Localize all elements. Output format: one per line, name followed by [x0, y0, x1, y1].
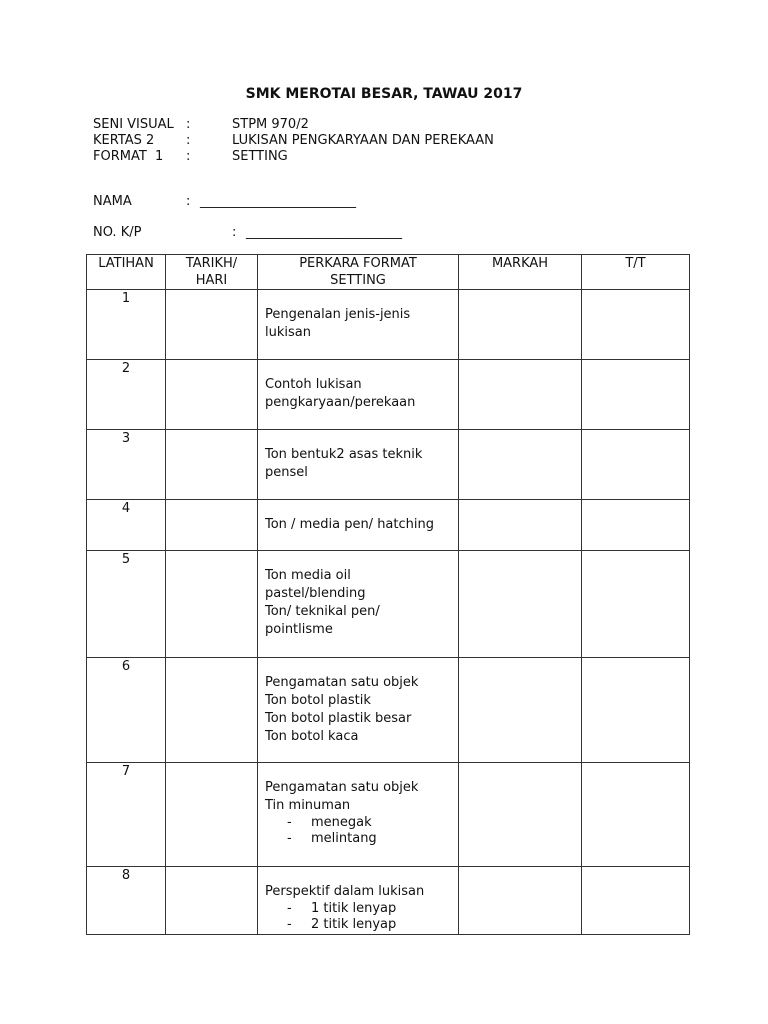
item-line: Pengamatan satu objek [265, 780, 419, 795]
row-number: 7 [87, 763, 166, 867]
bullet-dash: - [287, 901, 292, 916]
item-line: Pengenalan jenis-jenis [265, 307, 411, 322]
item-line: Contoh lukisan [265, 377, 362, 392]
table-row [87, 551, 690, 658]
row-number: 8 [87, 867, 166, 935]
item-line: pensel [265, 465, 308, 480]
sub-item [265, 901, 452, 917]
table-row [87, 763, 690, 867]
date-cell[interactable] [166, 763, 258, 867]
signature-cell[interactable] [582, 867, 690, 935]
sub-item [265, 831, 452, 847]
mark-cell[interactable] [459, 763, 582, 867]
sub-item [265, 917, 452, 933]
mark-cell[interactable] [459, 658, 582, 763]
meta-colon: : [186, 149, 191, 164]
bullet-dash: - [287, 917, 292, 932]
ic-number-blank-line[interactable]: ________________________ [246, 225, 402, 240]
table-header-row [87, 255, 690, 290]
item-cell [258, 763, 459, 867]
col-header-markah: MARKAH [459, 255, 582, 290]
col-header-perkara: PERKARA FORMAT SETTING [258, 255, 459, 290]
meta-colon: : [186, 133, 191, 148]
row-number: 1 [87, 290, 166, 360]
col-header-tt: T/T [582, 255, 690, 290]
signature-cell[interactable] [582, 500, 690, 551]
date-cell[interactable] [166, 290, 258, 360]
item-cell [258, 867, 459, 935]
row-number: 4 [87, 500, 166, 551]
sub-item [265, 815, 452, 831]
item-line: Ton bentuk2 asas teknik [265, 447, 423, 462]
item-cell [258, 360, 459, 430]
name-label: NAMA [93, 194, 132, 209]
date-cell[interactable] [166, 500, 258, 551]
name-colon: : [186, 194, 191, 209]
item-cell [258, 551, 459, 658]
sub-item-text: 2 titik lenyap [311, 917, 397, 932]
table-row [87, 430, 690, 500]
meta-colon: : [186, 117, 191, 132]
mark-cell[interactable] [459, 290, 582, 360]
item-line: Pengamatan satu objek [265, 675, 419, 690]
row-number: 2 [87, 360, 166, 430]
item-line: Ton/ teknikal pen/ [265, 604, 380, 619]
document-title: SMK MEROTAI BESAR, TAWAU 2017 [245, 86, 523, 102]
mark-cell[interactable] [459, 867, 582, 935]
item-cell [258, 430, 459, 500]
meta-value: LUKISAN PENGKARYAAN DAN PEREKAAN [232, 133, 494, 148]
item-cell [258, 658, 459, 763]
item-line: Ton / media pen/ hatching [265, 517, 434, 532]
signature-cell[interactable] [582, 658, 690, 763]
signature-cell[interactable] [582, 763, 690, 867]
table-row [87, 500, 690, 551]
mark-cell[interactable] [459, 430, 582, 500]
signature-cell[interactable] [582, 290, 690, 360]
date-cell[interactable] [166, 430, 258, 500]
item-cell [258, 500, 459, 551]
table-row [87, 867, 690, 935]
item-line: pointlisme [265, 622, 333, 637]
item-line: Ton botol kaca [265, 729, 359, 744]
signature-cell[interactable] [582, 551, 690, 658]
item-cell [258, 290, 459, 360]
sub-item-text: 1 titik lenyap [311, 901, 397, 916]
sub-item-text: melintang [311, 831, 377, 846]
mark-cell[interactable] [459, 500, 582, 551]
table-row [87, 290, 690, 360]
ic-number-label: NO. K/P [93, 225, 142, 240]
row-number: 5 [87, 551, 166, 658]
meta-key: SENI VISUAL [93, 117, 174, 132]
mark-cell[interactable] [459, 551, 582, 658]
item-line: pastel/blending [265, 586, 366, 601]
col-header-tarikh: TARIKH/ HARI [166, 255, 258, 290]
signature-cell[interactable] [582, 360, 690, 430]
date-cell[interactable] [166, 551, 258, 658]
table-row [87, 658, 690, 763]
record-table [86, 254, 690, 935]
item-line: lukisan [265, 325, 311, 340]
meta-key: KERTAS 2 [93, 133, 155, 148]
item-line: Ton botol plastik besar [265, 711, 412, 726]
meta-value: SETTING [232, 149, 288, 164]
item-line: Ton botol plastik [265, 693, 371, 708]
col-header-latihan: LATIHAN [87, 255, 166, 290]
meta-value: STPM 970/2 [232, 117, 309, 132]
ic-number-colon: : [232, 225, 237, 240]
meta-key: FORMAT 1 [93, 149, 164, 164]
date-cell[interactable] [166, 360, 258, 430]
sub-item-text: menegak [311, 815, 372, 830]
date-cell[interactable] [166, 658, 258, 763]
item-line: Ton media oil [265, 568, 351, 583]
item-line: Tin minuman [265, 798, 351, 813]
name-blank-line[interactable]: ________________________ [200, 194, 356, 209]
item-line: Perspektif dalam lukisan [265, 884, 425, 899]
signature-cell[interactable] [582, 430, 690, 500]
item-line: pengkaryaan/perekaan [265, 395, 416, 410]
table-row [87, 360, 690, 430]
bullet-dash: - [287, 815, 292, 830]
row-number: 3 [87, 430, 166, 500]
mark-cell[interactable] [459, 360, 582, 430]
date-cell[interactable] [166, 867, 258, 935]
bullet-dash: - [287, 831, 292, 846]
row-number: 6 [87, 658, 166, 763]
